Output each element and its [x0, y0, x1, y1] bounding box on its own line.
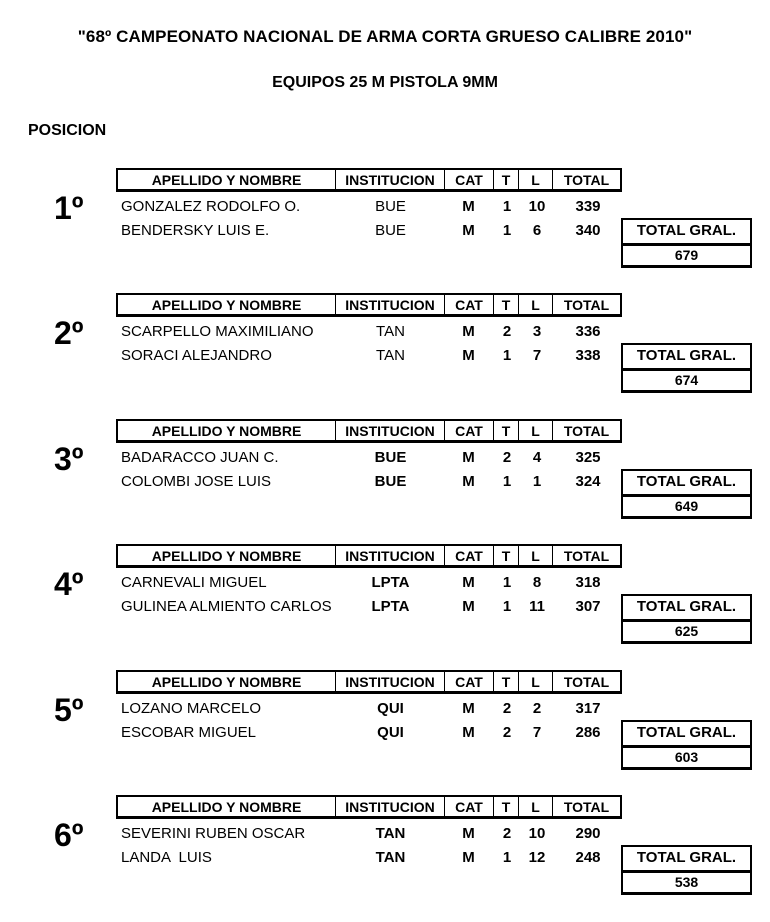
team-rank: 5º [54, 692, 84, 728]
member-l: 1 [532, 473, 542, 490]
header-name: APELLIDO Y NOMBRE [118, 421, 336, 440]
member-name: LANDA LUIS [121, 849, 212, 866]
member-cat: M [462, 598, 475, 615]
total-gral-label: TOTAL GRAL. [623, 722, 750, 748]
member-cat: M [462, 574, 475, 591]
member-name: LOZANO MARCELO [121, 700, 262, 717]
header-t: T [494, 421, 519, 440]
member-l: 2 [532, 700, 542, 717]
member-cat: M [462, 724, 475, 741]
header-l: L [519, 546, 553, 565]
member-cat: M [462, 700, 475, 717]
team-block [0, 670, 770, 780]
team-block [0, 544, 770, 654]
member-cat: M [462, 323, 475, 340]
table-row [0, 596, 620, 618]
page-title: "68º CAMPEONATO NACIONAL DE ARMA CORTA GRUESO CALIBRE 2010" [77, 27, 693, 46]
page-subtitle: EQUIPOS 25 M PISTOLA 9MM [272, 74, 498, 91]
member-t: 1 [502, 473, 512, 490]
member-t: 2 [502, 449, 512, 466]
header-institution: INSTITUCION [336, 797, 445, 816]
table-header [116, 544, 622, 568]
member-total: 324 [575, 473, 601, 490]
member-institution: BUE [374, 449, 407, 466]
team-total-box [621, 218, 752, 268]
member-t: 1 [502, 574, 512, 591]
member-name: SEVERINI RUBEN OSCAR [121, 825, 306, 842]
team-rank: 2º [54, 315, 84, 351]
member-cat: M [462, 449, 475, 466]
member-t: 1 [502, 849, 512, 866]
table-row [0, 572, 620, 594]
header-l: L [519, 797, 553, 816]
total-gral-label: TOTAL GRAL. [623, 596, 750, 622]
total-gral-value: 625 [674, 623, 699, 639]
member-total: 290 [575, 825, 601, 842]
member-total: 318 [575, 574, 601, 591]
member-t: 1 [502, 347, 512, 364]
table-header [116, 795, 622, 819]
member-total: 248 [575, 849, 601, 866]
member-name: GULINEA ALMIENTO CARLOS [121, 598, 332, 615]
member-total: 286 [575, 724, 601, 741]
team-block [0, 293, 770, 403]
member-name: GONZALEZ RODOLFO O. [121, 198, 301, 215]
member-name: BADARACCO JUAN C. [121, 449, 279, 466]
table-row [0, 447, 620, 469]
header-t: T [494, 797, 519, 816]
member-total: 338 [575, 347, 601, 364]
table-row [0, 345, 620, 367]
header-institution: INSTITUCION [336, 546, 445, 565]
member-total: 336 [575, 323, 601, 340]
team-block [0, 168, 770, 278]
table-row [0, 321, 620, 343]
header-name: APELLIDO Y NOMBRE [118, 546, 336, 565]
header-t: T [494, 672, 519, 691]
member-total: 307 [575, 598, 601, 615]
member-l: 4 [532, 449, 542, 466]
member-t: 2 [502, 825, 512, 842]
header-total: TOTAL [563, 674, 610, 690]
team-total-box [621, 845, 752, 895]
header-total: TOTAL [563, 548, 610, 564]
total-gral-label: TOTAL GRAL. [623, 471, 750, 497]
member-l: 7 [532, 724, 542, 741]
member-total: 325 [575, 449, 601, 466]
member-institution: TAN [375, 849, 406, 866]
member-l: 3 [532, 323, 542, 340]
table-header [116, 670, 622, 694]
table-row [0, 471, 620, 493]
member-l: 6 [532, 222, 542, 239]
member-l: 8 [532, 574, 542, 591]
table-row [0, 847, 620, 869]
member-t: 1 [502, 198, 512, 215]
member-institution: BUE [375, 198, 406, 215]
member-l: 10 [528, 825, 546, 842]
team-rank: 1º [54, 190, 84, 226]
total-gral-value: 603 [674, 749, 699, 765]
total-gral-value: 679 [674, 247, 699, 263]
member-total: 339 [575, 198, 601, 215]
total-gral-value: 649 [674, 498, 699, 514]
table-row [0, 196, 620, 218]
header-t: T [494, 295, 519, 314]
member-total: 340 [575, 222, 601, 239]
position-heading: POSICION [28, 122, 107, 139]
header-institution: INSTITUCION [336, 170, 445, 189]
header-total: TOTAL [563, 799, 610, 815]
member-institution: BUE [375, 222, 406, 239]
member-l: 7 [532, 347, 542, 364]
header-cat: CAT [445, 295, 494, 314]
header-total: TOTAL [563, 172, 610, 188]
table-header [116, 168, 622, 192]
header-cat: CAT [445, 421, 494, 440]
header-l: L [519, 421, 553, 440]
member-total: 317 [575, 700, 601, 717]
member-cat: M [462, 473, 475, 490]
member-cat: M [462, 222, 475, 239]
member-institution: BUE [374, 473, 407, 490]
header-name: APELLIDO Y NOMBRE [118, 797, 336, 816]
total-gral-label: TOTAL GRAL. [623, 847, 750, 873]
header-cat: CAT [445, 546, 494, 565]
member-institution: TAN [376, 323, 405, 340]
member-cat: M [462, 825, 475, 842]
member-name: BENDERSKY LUIS E. [121, 222, 270, 239]
header-cat: CAT [445, 797, 494, 816]
header-name: APELLIDO Y NOMBRE [118, 672, 336, 691]
table-header [116, 419, 622, 443]
member-name: SCARPELLO MAXIMILIANO [121, 323, 314, 340]
member-l: 12 [528, 849, 546, 866]
member-name: CARNEVALI MIGUEL [121, 574, 267, 591]
member-institution: QUI [377, 700, 404, 717]
header-total: TOTAL [563, 297, 610, 313]
team-total-box [621, 594, 752, 644]
member-name: ESCOBAR MIGUEL [121, 724, 257, 741]
header-t: T [494, 546, 519, 565]
member-institution: QUI [377, 724, 404, 741]
total-gral-value: 538 [674, 874, 699, 890]
header-cat: CAT [445, 170, 494, 189]
header-total: TOTAL [563, 423, 610, 439]
member-t: 2 [502, 700, 512, 717]
member-institution: TAN [376, 347, 405, 364]
team-rank: 4º [54, 566, 84, 602]
table-row [0, 698, 620, 720]
header-l: L [519, 295, 553, 314]
header-l: L [519, 672, 553, 691]
total-gral-label: TOTAL GRAL. [623, 220, 750, 246]
member-cat: M [462, 347, 475, 364]
total-gral-value: 674 [674, 372, 699, 388]
header-cat: CAT [445, 672, 494, 691]
member-name: COLOMBI JOSE LUIS [121, 473, 272, 490]
header-l: L [519, 170, 553, 189]
team-total-box [621, 343, 752, 393]
member-name: SORACI ALEJANDRO [121, 347, 272, 364]
header-name: APELLIDO Y NOMBRE [118, 295, 336, 314]
member-l: 10 [528, 198, 546, 215]
team-total-box [621, 720, 752, 770]
header-institution: INSTITUCION [336, 295, 445, 314]
header-name: APELLIDO Y NOMBRE [118, 170, 336, 189]
team-rank: 3º [54, 441, 84, 477]
member-cat: M [462, 198, 475, 215]
member-institution: LPTA [371, 574, 410, 591]
member-institution: TAN [375, 825, 406, 842]
member-t: 1 [502, 222, 512, 239]
header-institution: INSTITUCION [336, 672, 445, 691]
header-institution: INSTITUCION [336, 421, 445, 440]
team-rank: 6º [54, 817, 84, 853]
team-block [0, 795, 770, 905]
team-block [0, 419, 770, 529]
table-row [0, 722, 620, 744]
header-t: T [494, 170, 519, 189]
total-gral-label: TOTAL GRAL. [623, 345, 750, 371]
table-header [116, 293, 622, 317]
member-institution: LPTA [371, 598, 410, 615]
member-cat: M [462, 849, 475, 866]
member-t: 1 [502, 598, 512, 615]
member-t: 2 [502, 323, 512, 340]
team-total-box [621, 469, 752, 519]
member-l: 11 [529, 598, 545, 615]
member-t: 2 [502, 724, 512, 741]
table-row [0, 220, 620, 242]
table-row [0, 823, 620, 845]
